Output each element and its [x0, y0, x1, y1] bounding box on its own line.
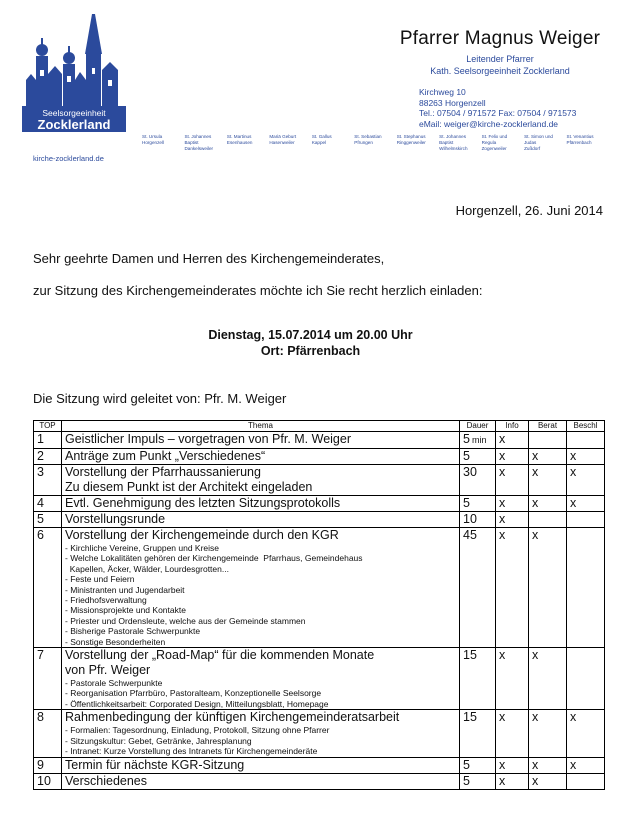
topic-title: Anträge zum Punkt „Verschiedenes“	[65, 449, 266, 463]
agenda-berat	[529, 710, 567, 757]
top-number: 7	[37, 648, 44, 663]
topic-subitem: - Missionsprojekte und Kontakte	[65, 605, 186, 616]
duration-value: 15	[463, 710, 477, 725]
info-mark: x	[499, 465, 506, 479]
agenda-topic	[62, 648, 460, 710]
table-row	[34, 496, 605, 512]
berat-mark: x	[532, 773, 539, 788]
beschl-mark: x	[570, 757, 577, 772]
header-dauer: Dauer	[460, 421, 496, 432]
agenda-beschl	[567, 496, 605, 512]
agenda-berat	[529, 528, 567, 648]
agenda-top-number	[34, 648, 62, 710]
agenda-topic	[62, 465, 460, 496]
agenda-topic	[62, 528, 460, 648]
agenda-berat	[529, 449, 567, 465]
agenda-beschl	[567, 648, 605, 710]
topic-subitem: - Formalien: Tagesordnung, Einladung, Protokoll, Sitzung ohne Pfarrer	[65, 725, 330, 736]
duration-value: 45	[463, 528, 477, 542]
parish-item: St. Stephanus Ringgenweiler	[396, 134, 426, 145]
brand-line2: Zocklerland	[37, 117, 111, 132]
parish-item: Mariä Geburt Hasenweiler	[269, 134, 297, 145]
agenda-top-number	[34, 528, 62, 648]
letter-invitation: zur Sitzung des Kirchengemeinderates möchte ich Sie recht herzlich einladen:	[33, 283, 483, 298]
agenda-topic	[62, 449, 460, 465]
header-info: Info	[496, 421, 529, 432]
topic-subitem: - Bisherige Pastorale Schwerpunkte	[65, 626, 201, 637]
topic-subitem: - Ministranten und Jugendarbeit	[65, 584, 185, 595]
agenda-top-number	[34, 512, 62, 528]
top-number: 10	[37, 773, 51, 788]
agenda-berat	[529, 773, 567, 789]
sender-block	[380, 28, 620, 77]
parish-list	[142, 134, 607, 152]
table-row	[34, 648, 605, 710]
beschl-mark: x	[570, 465, 577, 479]
agenda-table	[33, 420, 605, 790]
agenda-berat	[529, 648, 567, 710]
agenda-duration	[460, 773, 496, 789]
address-phone: Tel.: 07504 / 971572 Fax: 07504 / 971573	[419, 108, 577, 119]
topic-subitem: - Öffentlichkeitsarbeit: Corporated Design, Mitteilungsblatt, Homepage	[65, 698, 329, 709]
agenda-beschl	[567, 432, 605, 449]
address-street: Kirchweg 10	[419, 87, 466, 97]
agenda-beschl	[567, 757, 605, 773]
agenda-topic	[62, 773, 460, 789]
info-mark: x	[499, 528, 506, 542]
topic-title: Termin für nächste KGR-Sitzung	[65, 757, 245, 772]
agenda-top-number	[34, 465, 62, 496]
sender-unit: Kath. Seelsorgeeinheit Zocklerland	[430, 66, 570, 76]
info-mark: x	[499, 710, 506, 725]
topic-subitem: - Feste und Feiern	[65, 574, 135, 585]
agenda-top-number	[34, 449, 62, 465]
parish-item: St. Martinus Esenhausen	[226, 134, 253, 145]
info-mark: x	[499, 449, 506, 463]
topic-title: Rahmenbedingung der künftigen Kirchengemeinderatsarbeit	[65, 710, 400, 725]
table-row	[34, 757, 605, 773]
sender-name: Pfarrer Magnus Weiger	[399, 28, 601, 49]
agenda-duration	[460, 496, 496, 512]
topic-subitem: - Sonstige Besonderheiten	[65, 636, 166, 647]
table-row	[34, 773, 605, 789]
berat-mark: x	[532, 496, 539, 510]
topic-subitem: - Reorganisation Pfarrbüro, Pastoralteam, Konzeptionelle Seelsorge	[65, 688, 322, 699]
top-number: 2	[37, 449, 44, 463]
duration-value: 5	[463, 757, 470, 772]
berat-mark: x	[532, 710, 539, 725]
agenda-topic	[62, 432, 460, 449]
parish-item: St. Gallus Kappel	[311, 134, 332, 145]
agenda-berat	[529, 465, 567, 496]
logo-website: kirche-zocklerland.de	[33, 154, 104, 163]
header-beschl: Beschl	[567, 421, 605, 432]
topic-title: Vorstellung der „Road-Map“ für die kommenden Monate	[65, 648, 375, 663]
topic-continuation: Zu diesem Punkt ist der Architekt eingeladen	[65, 480, 313, 494]
info-mark: x	[499, 496, 506, 510]
topic-title: Geistlicher Impuls – vorgetragen von Pfr. M. Weiger	[65, 432, 351, 446]
table-row	[34, 710, 605, 757]
duration-value: 5	[463, 773, 470, 788]
top-number: 8	[37, 710, 44, 725]
beschl-mark: x	[570, 496, 577, 510]
info-mark: x	[499, 773, 506, 788]
agenda-beschl	[567, 710, 605, 757]
berat-mark: x	[532, 449, 539, 463]
header-berat: Berat	[529, 421, 567, 432]
beschl-mark: x	[570, 710, 577, 725]
parish-item: St. Ursula Horgenzell	[142, 134, 164, 145]
duration-value: 5	[463, 496, 470, 510]
agenda-beschl	[567, 773, 605, 789]
letter-greeting: Sehr geehrte Damen und Herren des Kirchengemeinderates,	[33, 251, 385, 266]
agenda-berat	[529, 757, 567, 773]
top-number: 3	[37, 465, 44, 479]
duration-value: 15	[463, 648, 477, 663]
agenda-duration	[460, 648, 496, 710]
agenda-duration	[460, 449, 496, 465]
topic-subitem: Kapellen, Äcker, Wälder, Lourdesgrotten...	[65, 563, 229, 574]
brand-line1: Seelsorgeeinheit	[42, 108, 106, 118]
agenda-info	[496, 528, 529, 648]
header-thema: Thema	[62, 421, 460, 432]
agenda-beschl	[567, 528, 605, 648]
parish-item: St. Simon und Judas Zußdorf	[524, 134, 553, 151]
agenda-top-number	[34, 432, 62, 449]
topic-title: Vorstellungsrunde	[65, 512, 166, 526]
table-row	[34, 449, 605, 465]
top-number: 5	[37, 512, 44, 526]
agenda-body	[34, 432, 605, 790]
agenda-topic	[62, 757, 460, 773]
agenda-info	[496, 465, 529, 496]
topic-subitem: - Friedhofsverwaltung	[65, 595, 147, 606]
beschl-mark: x	[570, 449, 577, 463]
topic-subitem: - Welche Lokalitäten gehören der Kirchengemeinde Pfarrhaus, Gemeindehaus	[65, 553, 363, 564]
agenda-topic	[62, 710, 460, 757]
address-city: 88263 Horgenzell	[419, 97, 486, 108]
parish-item: St. Johannes Baptist Dankelsweiler	[184, 134, 214, 151]
meeting-place: Ort: Pfärrenbach	[260, 344, 361, 358]
agenda-info	[496, 648, 529, 710]
agenda-duration	[460, 528, 496, 648]
agenda-info	[496, 757, 529, 773]
parish-item: St. Johannes Baptist Wilhelmskirch	[439, 134, 468, 151]
table-row	[34, 528, 605, 648]
top-number: 1	[37, 432, 44, 446]
agenda-duration	[460, 757, 496, 773]
info-mark: x	[499, 432, 506, 446]
agenda-topic	[62, 496, 460, 512]
duration-value: 10	[463, 512, 477, 526]
agenda-beschl	[567, 512, 605, 528]
top-number: 6	[37, 528, 44, 542]
agenda-top-number	[34, 496, 62, 512]
header-top: TOP	[34, 421, 62, 432]
topic-title: Evtl. Genehmigung des letzten Sitzungsprotokolls	[65, 496, 341, 510]
agenda-top-number	[34, 757, 62, 773]
agenda-duration	[460, 432, 496, 449]
agenda-info	[496, 432, 529, 449]
table-row	[34, 465, 605, 496]
church-towers-icon	[22, 10, 126, 132]
topic-title: Vorstellung der Pfarrhaussanierung	[65, 465, 261, 479]
topic-continuation: von Pfr. Weiger	[65, 663, 151, 678]
agenda-info	[496, 449, 529, 465]
topic-subitem: - Priester und Ordensleute, welche aus der Gemeinde stammen	[65, 615, 306, 626]
topic-subitem: - Intranet: Kurze Vorstellung des Intranets für Kirchengemeinderäte	[65, 746, 318, 757]
parish-item: St. Felix und Regula Zogenweiler	[481, 134, 508, 151]
agenda-beschl	[567, 449, 605, 465]
sender-address	[419, 87, 576, 129]
agenda-top-number	[34, 710, 62, 757]
table-row	[34, 432, 605, 449]
letter-date: Horgenzell, 26. Juni 2014	[455, 203, 603, 218]
agenda-top-number	[34, 773, 62, 789]
topic-title: Verschiedenes	[65, 773, 148, 788]
berat-mark: x	[532, 528, 539, 542]
berat-mark: x	[532, 648, 539, 663]
agenda-info	[496, 512, 529, 528]
top-number: 4	[37, 496, 44, 510]
parish-item: St. Sebastian Pfrungen	[354, 134, 382, 145]
sender-role: Leitender Pfarrer	[466, 54, 534, 64]
meeting-leader: Die Sitzung wird geleitet von: Pfr. M. Weiger	[33, 391, 287, 406]
topic-subitem: - Pastorale Schwerpunkte	[65, 678, 163, 689]
agenda-berat	[529, 432, 567, 449]
duration-value: 5	[463, 432, 470, 446]
duration-value: 30	[463, 465, 477, 479]
duration-unit: min	[471, 435, 487, 445]
agenda-info	[496, 496, 529, 512]
agenda-duration	[460, 710, 496, 757]
agenda-topic	[62, 512, 460, 528]
agenda-berat	[529, 512, 567, 528]
berat-mark: x	[532, 465, 539, 479]
agenda-duration	[460, 512, 496, 528]
agenda-info	[496, 773, 529, 789]
berat-mark: x	[532, 757, 539, 772]
agenda-beschl	[567, 465, 605, 496]
topic-subitem: - Sitzungskultur: Gebet, Getränke, Jahresplanung	[65, 735, 252, 746]
agenda-header-row	[34, 421, 605, 432]
parish-item: St. Venantius Pfärrenbach	[566, 134, 594, 145]
meeting-date: Dienstag, 15.07.2014 um 20.00 Uhr	[208, 328, 413, 342]
info-mark: x	[499, 512, 506, 526]
top-number: 9	[37, 757, 44, 772]
duration-value: 5	[463, 449, 470, 463]
topic-subitem: - Kirchliche Vereine, Gruppen und Kreise	[65, 543, 220, 553]
info-mark: x	[499, 648, 506, 663]
agenda-duration	[460, 465, 496, 496]
agenda-info	[496, 710, 529, 757]
topic-title: Vorstellung der Kirchengemeinde durch den KGR	[65, 528, 339, 542]
agenda-berat	[529, 496, 567, 512]
info-mark: x	[499, 757, 506, 772]
address-email[interactable]: eMail: weiger@kirche-zocklerland.de	[419, 118, 559, 129]
table-row	[34, 512, 605, 528]
